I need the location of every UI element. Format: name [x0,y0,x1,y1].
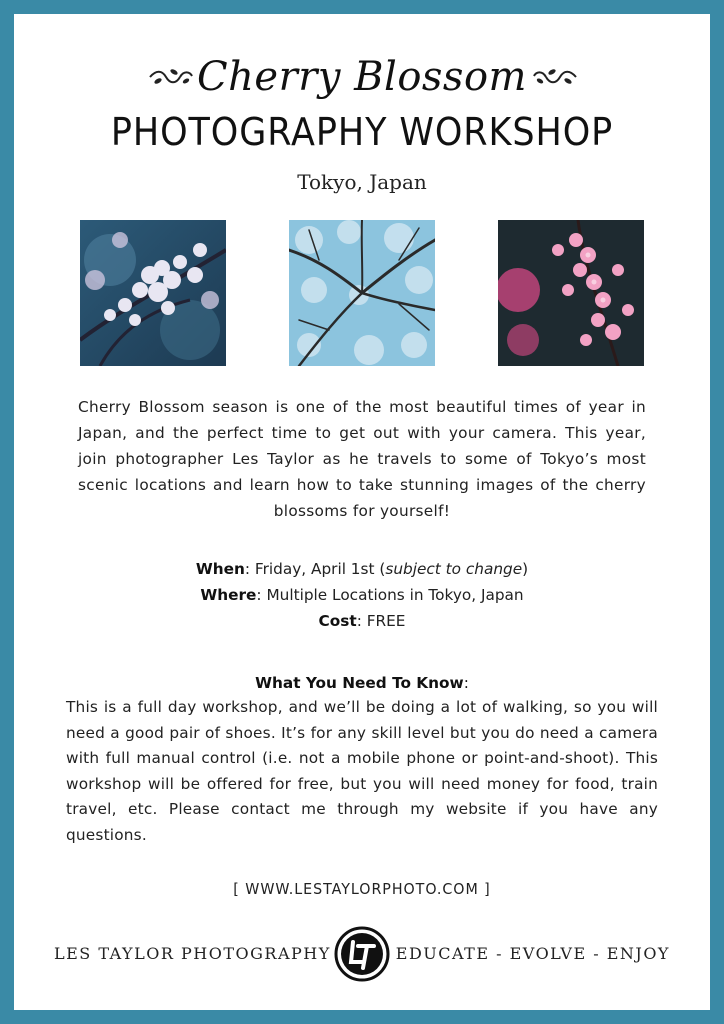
footer-tagline: EDUCATE - EVOLVE - ENJOY [395,944,670,963]
when-value: : Friday, April 1st ( [244,560,386,578]
intro-paragraph: Cherry Blossom season is one of the most beautiful times of year in Japan, and the perfect time to get out with your camera. This year, join photographer Les Taylor as he travels to some of Tokyo’s most scenic locations and learn how to take stunning images of the cherry blossoms for yourself! [78,398,646,520]
when-label: When [195,560,245,578]
footer-brand: LES TAYLOR PHOTOGRAPHY [54,944,331,963]
cost-line [14,608,710,634]
know-heading-text: What You Need To Know [255,674,464,692]
when-note: subject to change [385,560,523,578]
cost-label: Cost [318,612,357,630]
blossom-canopy-sky-photo [289,220,435,366]
where-line [14,582,710,608]
when-close: ) [522,560,529,578]
pink-blossoms-dark-photo [498,220,644,366]
cost-value: : FREE [356,612,406,630]
where-label: Where [200,586,257,604]
know-paragraph: This is a full day workshop, and we’ll be doing a lot of walking, so you will need a good pair of shoes. It’s for any skill level but you do need a camera with full manual control (i.e. not a mobile phone or point-and-shoot). This workshop will be offered for free, but you will need money for food, train travel, etc. Please contact me through my website if you have any questions. [66,698,658,844]
know-heading [14,670,710,696]
know-heading-suffix: : [463,674,469,692]
location-subtitle: Tokyo, Japan [297,170,427,194]
website-link[interactable]: [ WWW.LESTAYLORPHOTO.COM ] [233,880,491,898]
where-value: : Multiple Locations in Tokyo, Japan [256,586,524,604]
script-title: Cherry Blossom [197,54,527,100]
main-title: PHOTOGRAPHY WORKSHOP [110,110,614,154]
lt-monogram-logo-icon [334,926,390,982]
flyer-page [14,14,710,1010]
when-line [14,556,710,582]
event-details [14,556,710,634]
cherry-blossom-branches-photo [80,220,226,366]
right-flourish-icon [532,66,578,88]
